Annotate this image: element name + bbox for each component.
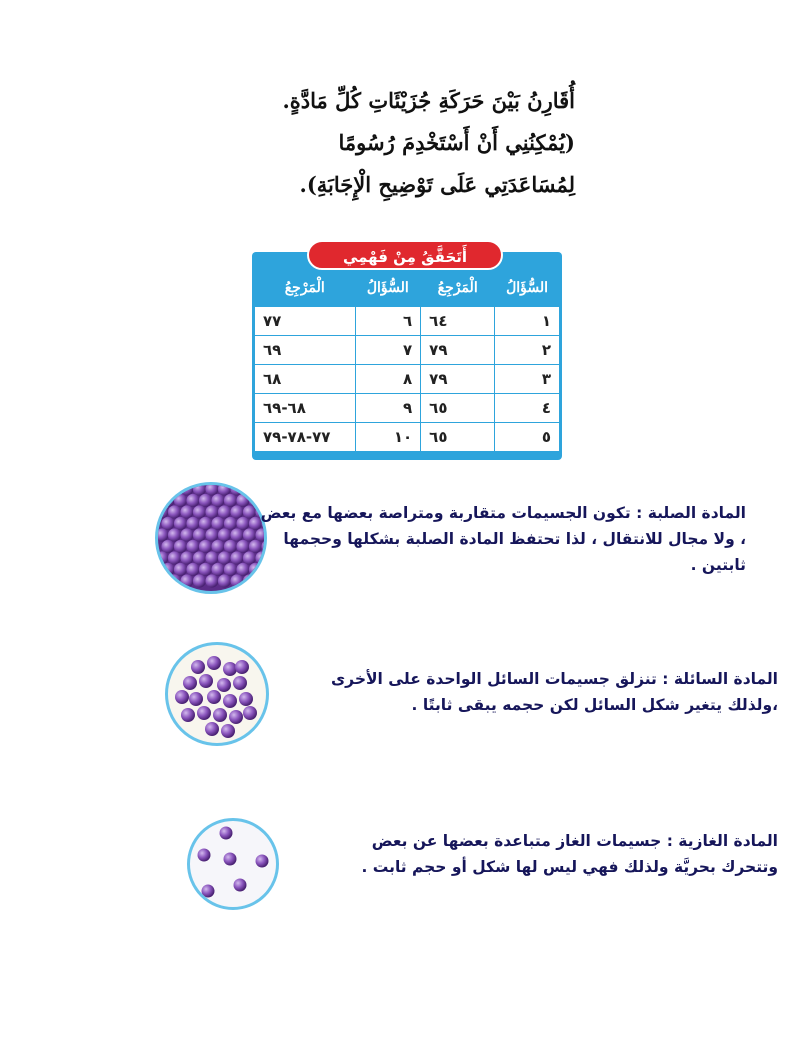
- particle: [211, 540, 224, 553]
- particle: [175, 690, 189, 704]
- cell-question: ٦: [355, 307, 421, 336]
- table-header-row: [255, 270, 560, 307]
- particle: [193, 505, 206, 518]
- question-text: أُقَارِنُ بَيْنَ حَرَكَةِ جُزَيْئَاتِ كُلِّ مَادَّةٍ. (يُمْكِنُنِي أَنْ أَسْتَخْدِمَ رُسُومًا لِمُسَاعَدَتِي عَلَى تَوْضِيحِ الْإِجَابَةِ).: [282, 88, 575, 197]
- cell-reference: ٦٤: [421, 307, 495, 336]
- cell-reference: ٧٩: [421, 336, 495, 365]
- particle: [239, 692, 253, 706]
- particle: [174, 540, 187, 553]
- particle: [158, 528, 169, 541]
- particle: [205, 574, 218, 587]
- particle: [230, 551, 243, 564]
- cell-reference: ٦٨: [255, 365, 356, 394]
- particle: [168, 485, 181, 496]
- particle: [161, 540, 174, 553]
- particle: [230, 528, 243, 541]
- cell-question: ٤: [495, 394, 560, 423]
- particle: [236, 517, 249, 530]
- particle: [207, 656, 221, 670]
- liquid-particles-illustration: [165, 642, 269, 746]
- particle: [181, 708, 195, 722]
- particle: [223, 662, 237, 676]
- particle: [180, 551, 193, 564]
- particle: [191, 660, 205, 674]
- particle: [243, 551, 256, 564]
- particle: [205, 505, 218, 518]
- particle: [168, 574, 181, 587]
- particle: [186, 540, 199, 553]
- particle: [193, 574, 206, 587]
- cell-reference: ٧٧-٧٨-٧٩: [255, 423, 356, 452]
- particle: [168, 505, 181, 518]
- particle: [205, 528, 218, 541]
- particle: [211, 563, 224, 576]
- particle: [243, 528, 256, 541]
- particle: [211, 494, 224, 507]
- liquid-answer: المادة السائلة : تنزلق جسيمات السائل الواحدة على الأخرى ،ولذلك يتغير شكل السائل لكن حجمه يبقى ثابتًا .: [330, 670, 778, 714]
- particle: [243, 505, 256, 518]
- gas-answer: المادة الغازية : جسيمات الغاز متباعدة بعضها عن بعض وتتحرك بحريَّة ولذلك فهي ليس لها شكل أو حجم ثابت .: [361, 832, 778, 876]
- particle: [243, 574, 256, 587]
- particle: [180, 485, 193, 496]
- particle: [193, 528, 206, 541]
- cell-reference: ٦٨-٦٩: [255, 394, 356, 423]
- cell-reference: ٧٧: [255, 307, 356, 336]
- particle: [207, 690, 221, 704]
- particle: [236, 494, 249, 507]
- particle: [186, 494, 199, 507]
- table-row: [255, 307, 560, 336]
- cell-question: ٨: [355, 365, 421, 394]
- table-row: [255, 394, 560, 423]
- header-reference-1: الْمَرْجِعُ: [437, 280, 478, 296]
- particle: [205, 722, 219, 736]
- particle: [174, 517, 187, 530]
- particle: [218, 485, 231, 496]
- particle: [202, 885, 215, 898]
- cell-question: ٣: [495, 365, 560, 394]
- particle: [243, 706, 257, 720]
- particle: [218, 551, 231, 564]
- particle: [161, 494, 174, 507]
- particle: [217, 678, 231, 692]
- table-row: [255, 365, 560, 394]
- solid-particles-svg: [158, 485, 264, 591]
- particle: [218, 505, 231, 518]
- particle: [234, 879, 247, 892]
- particle: [180, 574, 193, 587]
- particle: [256, 855, 269, 868]
- solid-answer: المادة الصلبة : تكون الجسيمات متقاربة ومتراصة بعضها مع بعض ، ولا مجال للانتقال ، لذا تحتفظ المادة الصلبة بشكلها وحجمها ثابتين .: [260, 504, 746, 574]
- solid-particles-illustration: [155, 482, 267, 594]
- particle: [199, 494, 212, 507]
- particle: [213, 708, 227, 722]
- particle: [236, 563, 249, 576]
- particle: [158, 485, 169, 496]
- cell-question: ٥: [495, 423, 560, 452]
- particle: [224, 563, 237, 576]
- particle: [186, 563, 199, 576]
- cell-question: ٧: [355, 336, 421, 365]
- particle: [189, 692, 203, 706]
- particle: [168, 528, 181, 541]
- check-understanding-table: [247, 240, 565, 460]
- particle: [221, 724, 235, 738]
- particle: [193, 551, 206, 564]
- cell-reference: ٦٩: [255, 336, 356, 365]
- gas-particles-illustration: [187, 818, 279, 910]
- particle: [158, 551, 169, 564]
- particle: [180, 528, 193, 541]
- cell-question: ١: [495, 307, 560, 336]
- particle: [186, 517, 199, 530]
- particle: [211, 517, 224, 530]
- table-title-ribbon: أَتَحَقَّقُ مِنْ فَهْمِي: [307, 240, 503, 270]
- particle: [205, 551, 218, 564]
- header-reference-2: الْمَرْجِعُ: [284, 280, 325, 296]
- cell-reference: ٦٥: [421, 394, 495, 423]
- particle: [236, 540, 249, 553]
- particle: [199, 517, 212, 530]
- particle: [193, 485, 206, 496]
- particle: [223, 694, 237, 708]
- particle: [230, 505, 243, 518]
- reference-table: [254, 270, 560, 452]
- table-row: [255, 423, 560, 452]
- gas-particles-svg: [190, 821, 276, 907]
- particle: [183, 676, 197, 690]
- particle: [230, 485, 243, 496]
- particle: [161, 517, 174, 530]
- particle: [243, 485, 256, 496]
- particle: [161, 563, 174, 576]
- table-row: [255, 336, 560, 365]
- particle: [224, 540, 237, 553]
- particle: [168, 551, 181, 564]
- particle: [199, 563, 212, 576]
- particle: [220, 827, 233, 840]
- particle: [229, 710, 243, 724]
- cell-question: ٩: [355, 394, 421, 423]
- particle: [174, 563, 187, 576]
- particle: [230, 574, 243, 587]
- particle: [158, 574, 169, 587]
- particle: [205, 485, 218, 496]
- cell-reference: ٧٩: [421, 365, 495, 394]
- cell-question: ٢: [495, 336, 560, 365]
- particle: [158, 505, 169, 518]
- particle: [224, 853, 237, 866]
- particle: [180, 505, 193, 518]
- particle: [197, 706, 211, 720]
- particle: [218, 574, 231, 587]
- particle: [198, 849, 211, 862]
- cell-reference: ٦٥: [421, 423, 495, 452]
- particle: [199, 540, 212, 553]
- cell-question: ١٠: [355, 423, 421, 452]
- header-question-2: السُّؤَالُ: [366, 280, 409, 296]
- header-question-1: السُّؤَالُ: [506, 280, 549, 296]
- liquid-particles-svg: [168, 645, 266, 743]
- particle: [199, 674, 213, 688]
- particle: [224, 517, 237, 530]
- particle: [224, 494, 237, 507]
- particle: [235, 660, 249, 674]
- particle: [255, 485, 264, 496]
- particle: [233, 676, 247, 690]
- particle: [174, 494, 187, 507]
- particle: [218, 528, 231, 541]
